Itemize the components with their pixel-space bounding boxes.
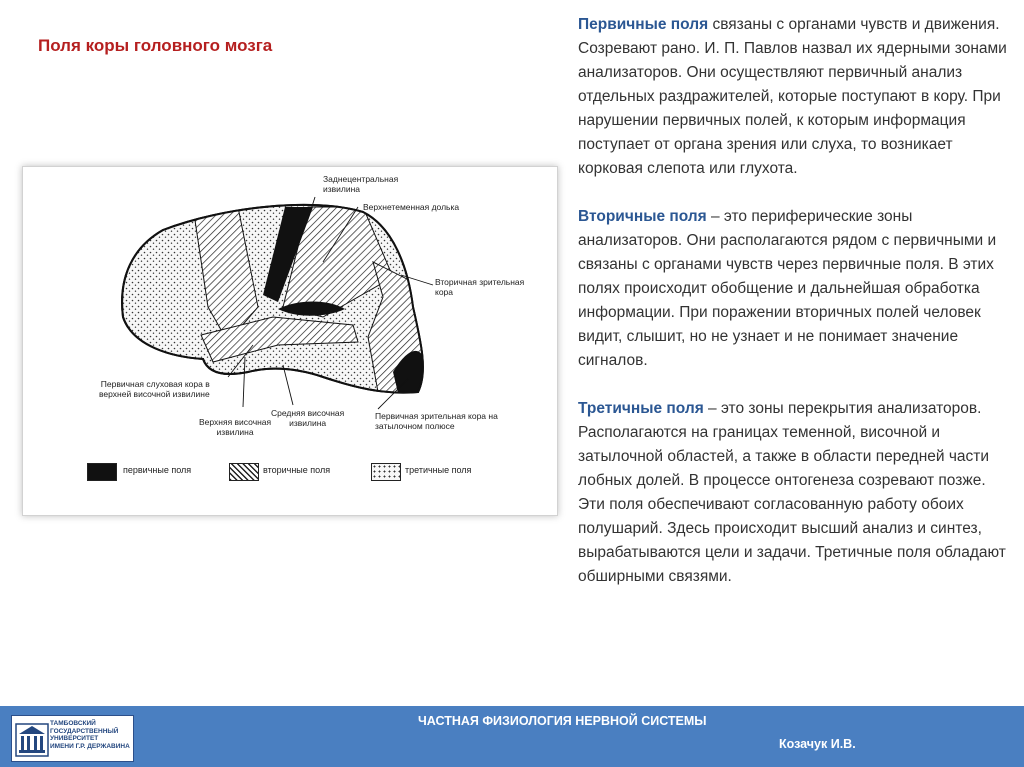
label-primary-visual-cortex: Первичная зрительная кора на затылочном полюсе xyxy=(375,411,498,431)
paragraph-secondary-body: – это периферические зоны анализаторов. Они располагаются рядом с первичными и связаны с органами чувств через первичные поля. В этих полях происходит обобщение и дальнейшая обработка информации. При поражении вторичных полей человек видит, слышит, но не узнает и не понимает значение сигналов. xyxy=(578,208,997,369)
legend-label-primary: первичные поля xyxy=(123,465,192,475)
label-primary-auditory-cortex: Первичная слуховая кора в верхней височной извилине xyxy=(99,379,210,399)
paragraph-secondary-fields xyxy=(578,205,1010,373)
legend-swatch-tertiary xyxy=(371,463,401,481)
university-logo xyxy=(11,715,134,762)
description-column xyxy=(578,13,1010,613)
slide-title: Поля коры головного мозга xyxy=(38,36,273,55)
footer-bar xyxy=(0,706,1024,767)
paragraph-primary-fields xyxy=(578,13,1010,181)
term-tertiary-fields: Третичные поля xyxy=(578,400,704,417)
university-name: ТАМБОВСКИЙ ГОСУДАРСТВЕННЫЙ УНИВЕРСИТЕТ ИМЕНИ Г.Р. ДЕРЖАВИНА xyxy=(50,720,130,750)
label-postcentral-gyrus: Заднецентральная извилина xyxy=(323,174,399,194)
paragraph-tertiary-fields xyxy=(578,397,1010,589)
legend-label-secondary: вторичные поля xyxy=(263,465,331,475)
university-building-icon xyxy=(15,718,49,758)
term-secondary-fields: Вторичные поля xyxy=(578,208,707,225)
author-name: Козачук И.В. xyxy=(779,737,856,751)
label-secondary-visual-cortex: Вторичная зрительная кора xyxy=(435,277,525,297)
course-title: ЧАСТНАЯ ФИЗИОЛОГИЯ НЕРВНОЙ СИСТЕМЫ xyxy=(418,714,707,728)
label-superior-temporal-gyrus: Верхняя височная извилина xyxy=(199,417,272,437)
term-primary-fields: Первичные поля xyxy=(578,16,709,33)
brain-fields-figure xyxy=(22,166,558,516)
paragraph-primary-body: связаны с органами чувств и движения. Созревают рано. И. П. Павлов назвал их ядерными зонами анализаторов. Они осуществляют первичный анализ отдельных раздражителей, которые поступают в кору. При нарушении первичных полей, к которым информация поступает от органа зрения или слуха, то возникает корковая слепота или глухота. xyxy=(578,16,1007,177)
legend-swatch-primary xyxy=(87,463,117,481)
legend-label-tertiary: третичные поля xyxy=(405,465,472,475)
legend-swatch-secondary xyxy=(229,463,259,481)
label-middle-temporal-gyrus: Средняя височная извилина xyxy=(271,408,345,428)
label-superior-parietal-lobule: Верхнетеменная долька xyxy=(363,202,460,212)
paragraph-tertiary-body: – это зоны перекрытия анализаторов. Располагаются на границах теменной, височной и затылочной областей, а также в области передней части лобных долей. В процессе онтогенеза созревают позже. Эти поля обеспечивают согласованную работу обоих полушарий. Здесь происходит высший анализ и синтез, вырабатываются цели и задачи. Третичные поля обладают обширными связями. xyxy=(578,400,1006,585)
